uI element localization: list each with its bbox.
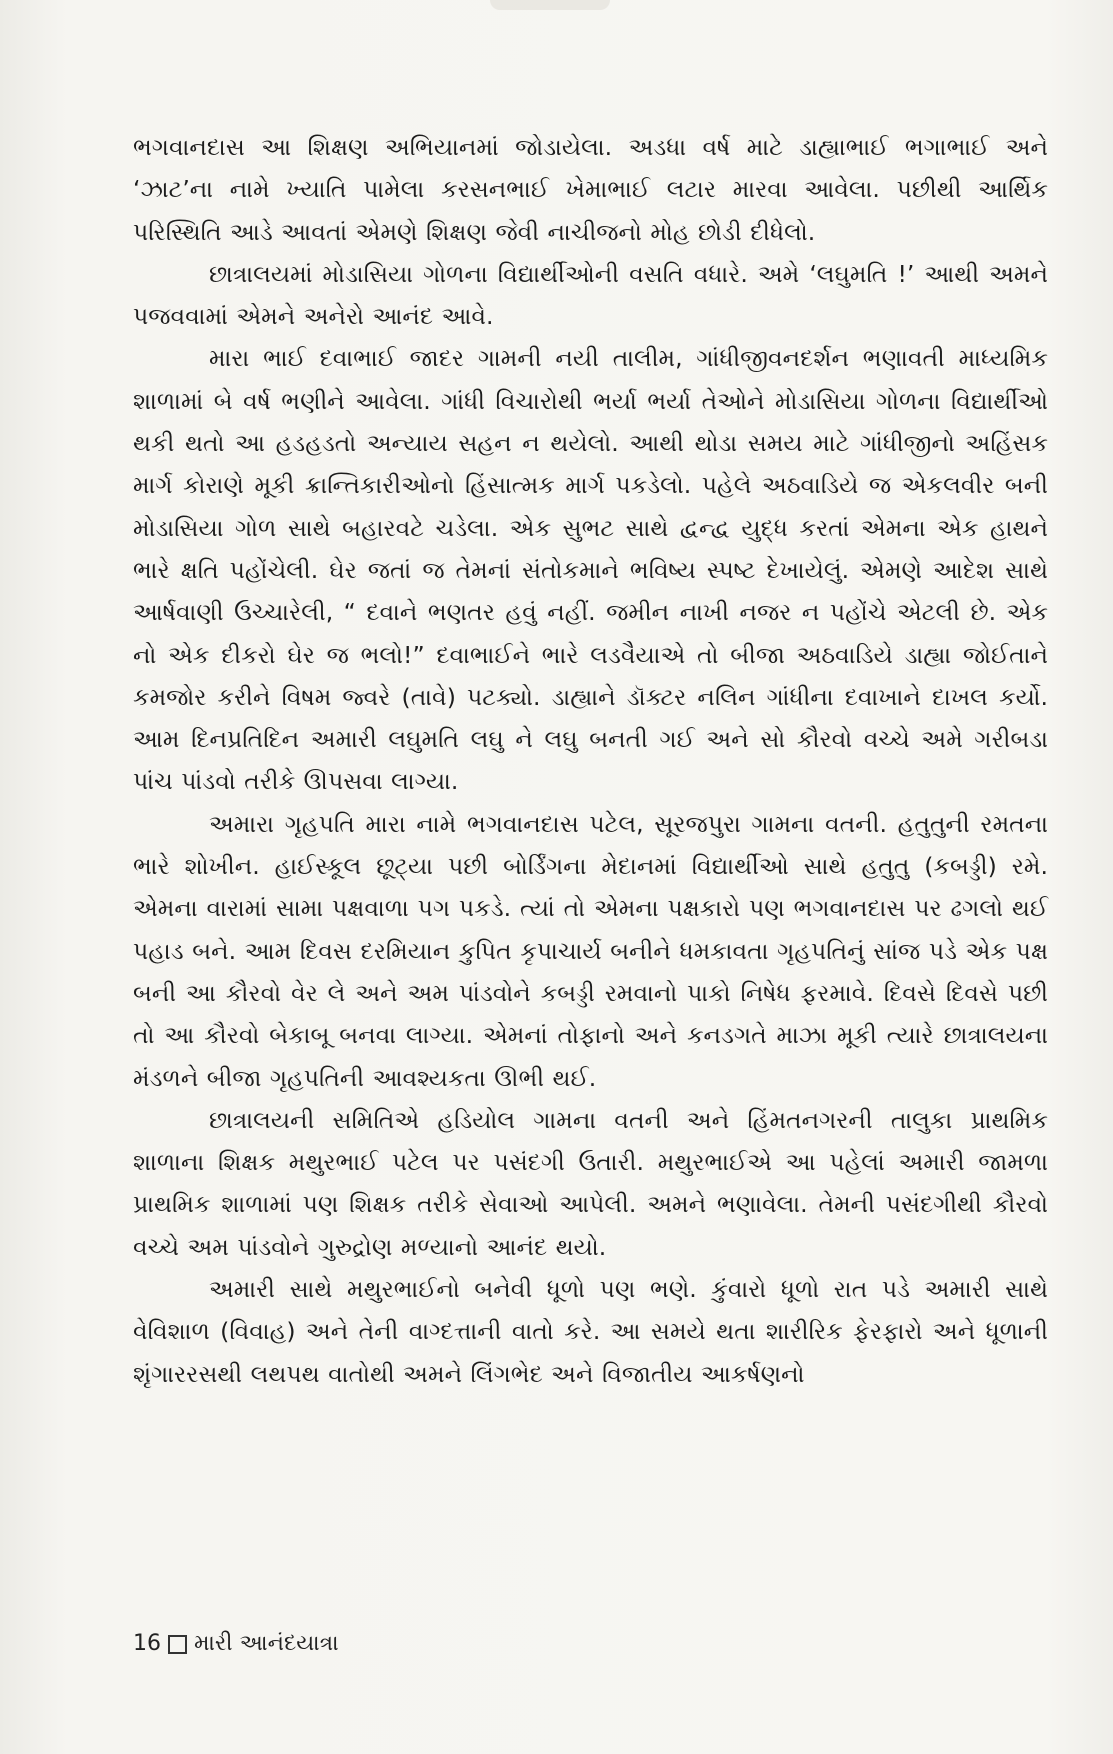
paragraph: છાત્રાલયની સમિતિએ હડિયોલ ગામના વતની અને હિંમતનગરની તાલુકા પ્રાથમિક શાળાના શિક્ષક મથુરભાઈ પટેલ પર પસંદગી ઉતારી. મથુરભાઈએ આ પહેલાં અમારી જામળા પ્રાથમિક શાળામાં પણ શિક્ષક તરીકે સેવાઓ આપેલી. અમને ભણાવેલા. તેમની પસંદગીથી કૌરવો વચ્ચે અમ પાંડવોને ગુરુદ્રોણ મળ્યાનો આનંદ થયો. — [133, 1105, 1048, 1261]
book-title: મારી આનંદયાત્રા — [194, 1631, 339, 1656]
page-footer — [133, 1629, 339, 1659]
paragraph: અમારા ગૃહપતિ મારા નામે ભગવાનદાસ પટેલ, સૂરજપુરા ગામના વતની. હતુતુની રમતના ભારે શોખીન. હાઈસ્કૂલ છૂટ્યા પછી બોર્ડિંગના મેદાનમાં વિદ્યાર્થીઓ સાથે હતુતુ (કબડ્ડી) રમે. એમના વારામાં સામા પક્ષવાળા પગ પકડે. ત્યાં તો એમના પક્ષકારો પણ ભગવાનદાસ પર ઢગલો થઈ પહાડ બને. આમ દિવસ દરમિયાન કુપિત કૃપાચાર્ય બનીને ધમકાવતા ગૃહપતિનું સાંજ પડે એક પક્ષ બની આ કૌરવો વેર લે અને અમ પાંડવોને કબડ્ડી રમવાનો પાકો નિષેધ ફરમાવે. દિવસે દિવસે પછી તો આ કૌરવો બેકાબૂ બનવા લાગ્યા. એમનાં તોફાનો અને કનડગતે માઝા મૂકી ત્યારે છાત્રાલયના મંડળને બીજા ગૃહપતિની આવશ્યકતા ઊભી થઈ. — [133, 809, 1048, 1092]
paragraph: છાત્રાલયમાં મોડાસિયા ગોળના વિદ્યાર્થીઓની વસતિ વધારે. અમે ‘લઘુમતિ !’ આથી અમને પજવવામાં એમને અનેરો આનંદ આવે. — [133, 259, 1048, 331]
paragraph: મારા ભાઈ દવાભાઈ જાદર ગામની નયી તાલીમ, ગાંધીજીવનદર્શન ભણાવતી માધ્યમિક શાળામાં બે વર્ષ ભણીને આવેલા. ગાંધી વિચારોથી ભર્યા ભર્યા તેઓને મોડાસિયા ગોળના વિદ્યાર્થીઓ થકી થતો આ હડહડતો અન્યાય સહન ન થયેલો. આથી થોડા સમય માટે ગાંધીજીનો અહિંસક માર્ગ કોરાણે મૂકી ક્રાન્તિકારીઓનો હિંસાત્મક માર્ગ પકડેલો. પહેલે અઠવાડિયે જ એકલવીર બની મોડાસિયા ગોળ સાથે બહારવટે ચડેલા. એક સુભટ સાથે દ્વન્દ્વ યુદ્ધ કરતાં એમના એક હાથને ભારે ક્ષતિ પહોંચેલી. ઘેર જતાં જ તેમનાં સંતોકમાને ભવિષ્ય સ્પષ્ટ દેખાયેલું. એમણે આદેશ સાથે આર્ષવાણી ઉચ્ચારેલી, “ દવાને ભણતર હવું નહીં. જમીન નાખી નજર ન પહોંચે એટલી છે. એક નો એક દીકરો ઘેર જ ભલો!” દવાભાઈને ભારે લડવૈયાએ તો બીજા અઠવાડિયે ડાહ્યા જોઈતાને કમજોર કરીને વિષમ જ્વરે (તાવે) પટક્યો. ડાહ્યાને ડૉક્ટર નલિન ગાંધીના દવાખાને દાખલ કર્યો. આમ દિનપ્રતિદિન અમારી લઘુમતિ લઘુ ને લઘુ બનતી ગઈ અને સો કૌરવો વચ્ચે અમે ગરીબડા પાંચ પાંડવો તરીકે ઊપસવા લાગ્યા. — [133, 344, 1048, 796]
paragraph: ભગવાનદાસ આ શિક્ષણ અભિયાનમાં જોડાયેલા. અડધા વર્ષ માટે ડાહ્યાભાઈ ભગાભાઈ અને ‘ઝાટ’ના નામે ખ્યાતિ પામેલા કરસનભાઈ ખેમાભાઈ લટાર મારવા આવેલા. પછીથી આર્થિક પરિસ્થિતિ આડે આવતાં એમણે શિક્ષણ જેવી નાચીજનો મોહ છોડી દીધેલો. — [133, 133, 1048, 246]
paragraph: અમારી સાથે મથુરભાઈનો બનેવી ધૂળો પણ ભણે. કુંવારો ધૂળો રાત પડે અમારી સાથે વેવિશાળ (વિવાહ) અને તેની વાગ્દત્તાની વાતો કરે. આ સમયે થતા શારીરિક ફેરફારો અને ધૂળાની શૃંગારરસથી લથપથ વાતોથી અમને લિંગભેદ અને વિજાતીય આકર્ષણનો — [133, 1275, 1048, 1388]
body-text — [133, 126, 1048, 1395]
page-number: 16 — [133, 1631, 161, 1656]
scan-smudge — [490, 0, 610, 10]
square-box-icon — [168, 1635, 187, 1654]
